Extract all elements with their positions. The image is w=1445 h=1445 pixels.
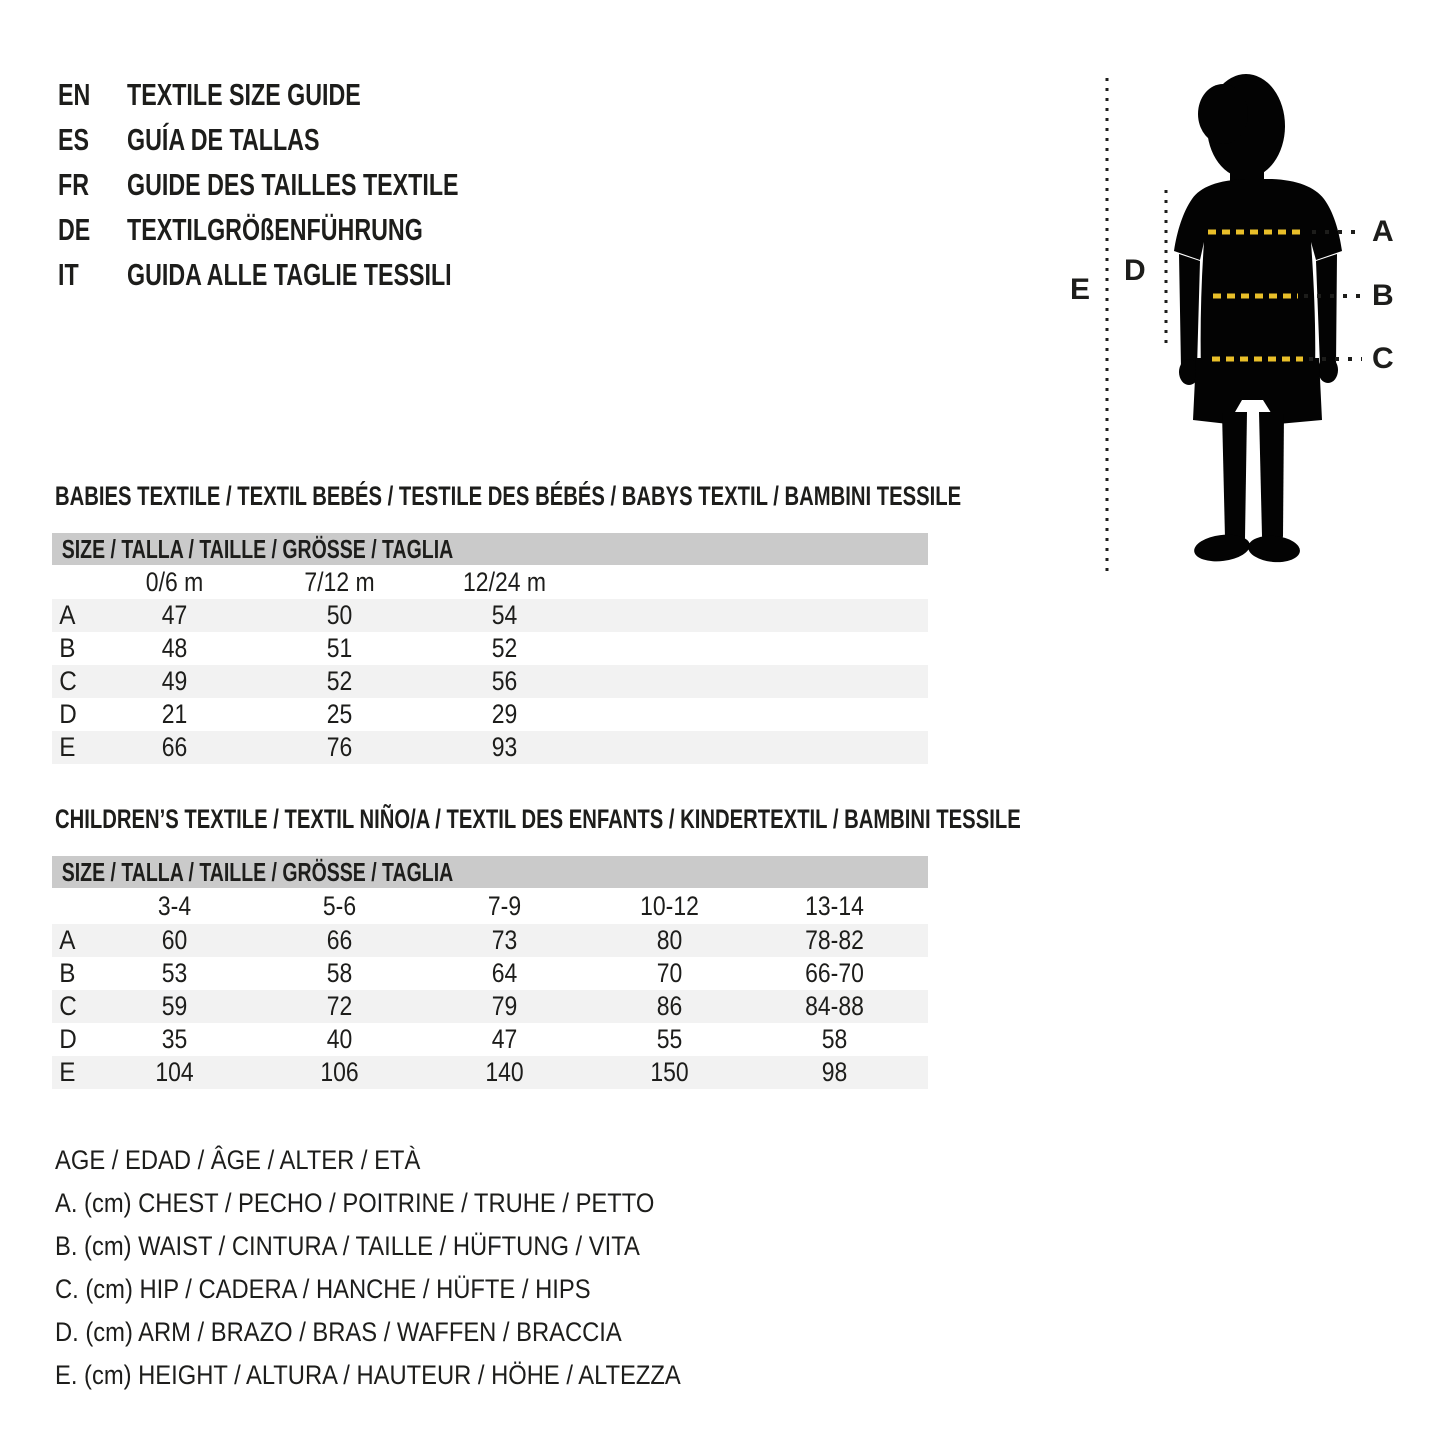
table-cell: 56 bbox=[491, 666, 518, 696]
table-cell: 51 bbox=[326, 633, 353, 663]
table-cell: 78-82 bbox=[805, 925, 864, 955]
column-header: 7/12 m bbox=[304, 566, 375, 597]
table-cell: 72 bbox=[326, 991, 353, 1021]
lang-row-es bbox=[58, 117, 459, 162]
table-cell: 93 bbox=[491, 732, 518, 762]
row-label: C bbox=[59, 991, 77, 1021]
table-row-b bbox=[52, 632, 928, 665]
table-cell: 48 bbox=[161, 633, 188, 663]
table-cell: 86 bbox=[656, 991, 683, 1021]
table-cell: 150 bbox=[650, 1057, 689, 1087]
table-cell: 54 bbox=[491, 600, 518, 630]
row-label: A bbox=[59, 600, 76, 630]
size-header-label: SIZE / TALLA / TAILLE / GRÖSSE / TAGLIA bbox=[61, 856, 454, 887]
babies-size-table bbox=[52, 533, 928, 764]
legend-height: E. (cm) HEIGHT / ALTURA / HAUTEUR / HÖHE / ALTEZZA bbox=[55, 1360, 681, 1390]
table-cell: 84-88 bbox=[805, 991, 864, 1021]
size-header-label: SIZE / TALLA / TAILLE / GRÖSSE / TAGLIA bbox=[61, 533, 454, 564]
size-header-bar bbox=[52, 856, 928, 888]
lang-title: GUIDA ALLE TAGLIE TESSILI bbox=[127, 257, 452, 292]
table-row-a bbox=[52, 924, 928, 957]
figure-label-b: B bbox=[1372, 279, 1394, 312]
table-cell: 53 bbox=[161, 958, 188, 988]
lang-title: TEXTILGRÖßENFÜHRUNG bbox=[127, 212, 423, 247]
measurement-legend bbox=[55, 1139, 766, 1397]
table-cell: 55 bbox=[656, 1024, 683, 1054]
lang-code: IT bbox=[58, 257, 79, 292]
children-section-title: CHILDREN’S TEXTILE / TEXTIL NIÑO/A / TEXTIL DES ENFANTS / KINDERTEXTIL / BAMBINI TESSILE bbox=[55, 804, 1021, 834]
table-cell: 40 bbox=[326, 1024, 353, 1054]
column-header: 3-4 bbox=[157, 890, 192, 921]
column-header: 10-12 bbox=[640, 890, 699, 921]
language-title-block bbox=[58, 72, 592, 297]
figure-label-d: D bbox=[1124, 254, 1146, 287]
babies-section-title: BABIES TEXTILE / TEXTIL BEBÉS / TESTILE DES BÉBÉS / BABYS TEXTIL / BAMBINI TESSILE bbox=[55, 481, 962, 511]
column-header: 12/24 m bbox=[463, 566, 546, 597]
measurement-figure bbox=[1050, 60, 1445, 600]
row-label: C bbox=[59, 666, 77, 696]
table-cell: 29 bbox=[491, 699, 518, 729]
lang-row-de bbox=[58, 207, 459, 252]
table-cell: 140 bbox=[485, 1057, 524, 1087]
lang-code: EN bbox=[58, 77, 91, 112]
table-cell: 80 bbox=[656, 925, 683, 955]
lang-row-it bbox=[58, 252, 459, 297]
legend-hip: C. (cm) HIP / CADERA / HANCHE / HÜFTE / HIPS bbox=[55, 1274, 591, 1304]
table-row-a bbox=[52, 599, 928, 632]
table-cell: 58 bbox=[821, 1024, 848, 1054]
table-cell: 50 bbox=[326, 600, 353, 630]
row-label: B bbox=[59, 958, 76, 988]
table-cell: 35 bbox=[161, 1024, 188, 1054]
table-cell: 98 bbox=[821, 1057, 848, 1087]
table-row-e bbox=[52, 731, 928, 764]
legend-chest: A. (cm) CHEST / PECHO / POITRINE / TRUHE / PETTO bbox=[55, 1188, 655, 1218]
row-label: D bbox=[59, 699, 77, 729]
row-label: D bbox=[59, 1024, 77, 1054]
table-cell: 47 bbox=[491, 1024, 518, 1054]
table-cell: 21 bbox=[161, 699, 188, 729]
size-header-bar bbox=[52, 533, 928, 565]
table-row-c bbox=[52, 990, 928, 1023]
table-cell: 104 bbox=[155, 1057, 194, 1087]
table-cell: 25 bbox=[326, 699, 353, 729]
lang-row-en bbox=[58, 72, 459, 117]
table-row-e bbox=[52, 1056, 928, 1089]
table-cell: 66 bbox=[161, 732, 188, 762]
table-row-d bbox=[52, 698, 928, 731]
figure-label-e: E bbox=[1070, 273, 1091, 306]
table-cell: 66 bbox=[326, 925, 353, 955]
figure-label-a: A bbox=[1372, 215, 1394, 248]
column-header: 5-6 bbox=[322, 890, 357, 921]
column-header: 13-14 bbox=[805, 890, 864, 921]
table-cell: 60 bbox=[161, 925, 188, 955]
legend-waist: B. (cm) WAIST / CINTURA / TAILLE / HÜFTUNG / VITA bbox=[55, 1231, 640, 1261]
table-cell: 58 bbox=[326, 958, 353, 988]
table-cell: 49 bbox=[161, 666, 188, 696]
child-silhouette-icon bbox=[1174, 74, 1342, 564]
lang-title: GUIDE DES TAILLES TEXTILE bbox=[127, 167, 459, 202]
lang-title: GUÍA DE TALLAS bbox=[127, 122, 320, 157]
legend-arm: D. (cm) ARM / BRAZO / BRAS / WAFFEN / BRACCIA bbox=[55, 1317, 622, 1347]
table-cell: 52 bbox=[491, 633, 518, 663]
legend-age: AGE / EDAD / ÂGE / ALTER / ETÀ bbox=[55, 1145, 421, 1175]
table-cell: 70 bbox=[656, 958, 683, 988]
column-header: 0/6 m bbox=[145, 566, 204, 597]
figure-label-c: C bbox=[1372, 342, 1394, 375]
row-label: A bbox=[59, 925, 76, 955]
babies-column-header-row bbox=[52, 565, 928, 599]
table-cell: 79 bbox=[491, 991, 518, 1021]
row-label: B bbox=[59, 633, 76, 663]
lang-code: ES bbox=[58, 122, 90, 157]
column-header: 7-9 bbox=[487, 890, 522, 921]
lang-code: FR bbox=[58, 167, 89, 202]
table-cell: 106 bbox=[320, 1057, 359, 1087]
table-row-b bbox=[52, 957, 928, 990]
table-cell: 47 bbox=[161, 600, 188, 630]
children-column-header-row bbox=[52, 888, 928, 924]
row-label: E bbox=[59, 1057, 76, 1087]
row-label: E bbox=[59, 732, 76, 762]
table-row-c bbox=[52, 665, 928, 698]
lang-title: TEXTILE SIZE GUIDE bbox=[127, 77, 361, 112]
table-cell: 76 bbox=[326, 732, 353, 762]
table-cell: 64 bbox=[491, 958, 518, 988]
lang-row-fr bbox=[58, 162, 459, 207]
table-cell: 52 bbox=[326, 666, 353, 696]
table-row-d bbox=[52, 1023, 928, 1056]
table-cell: 66-70 bbox=[805, 958, 864, 988]
children-size-table bbox=[52, 856, 928, 1089]
lang-code: DE bbox=[58, 212, 91, 247]
table-cell: 73 bbox=[491, 925, 518, 955]
table-cell: 59 bbox=[161, 991, 188, 1021]
